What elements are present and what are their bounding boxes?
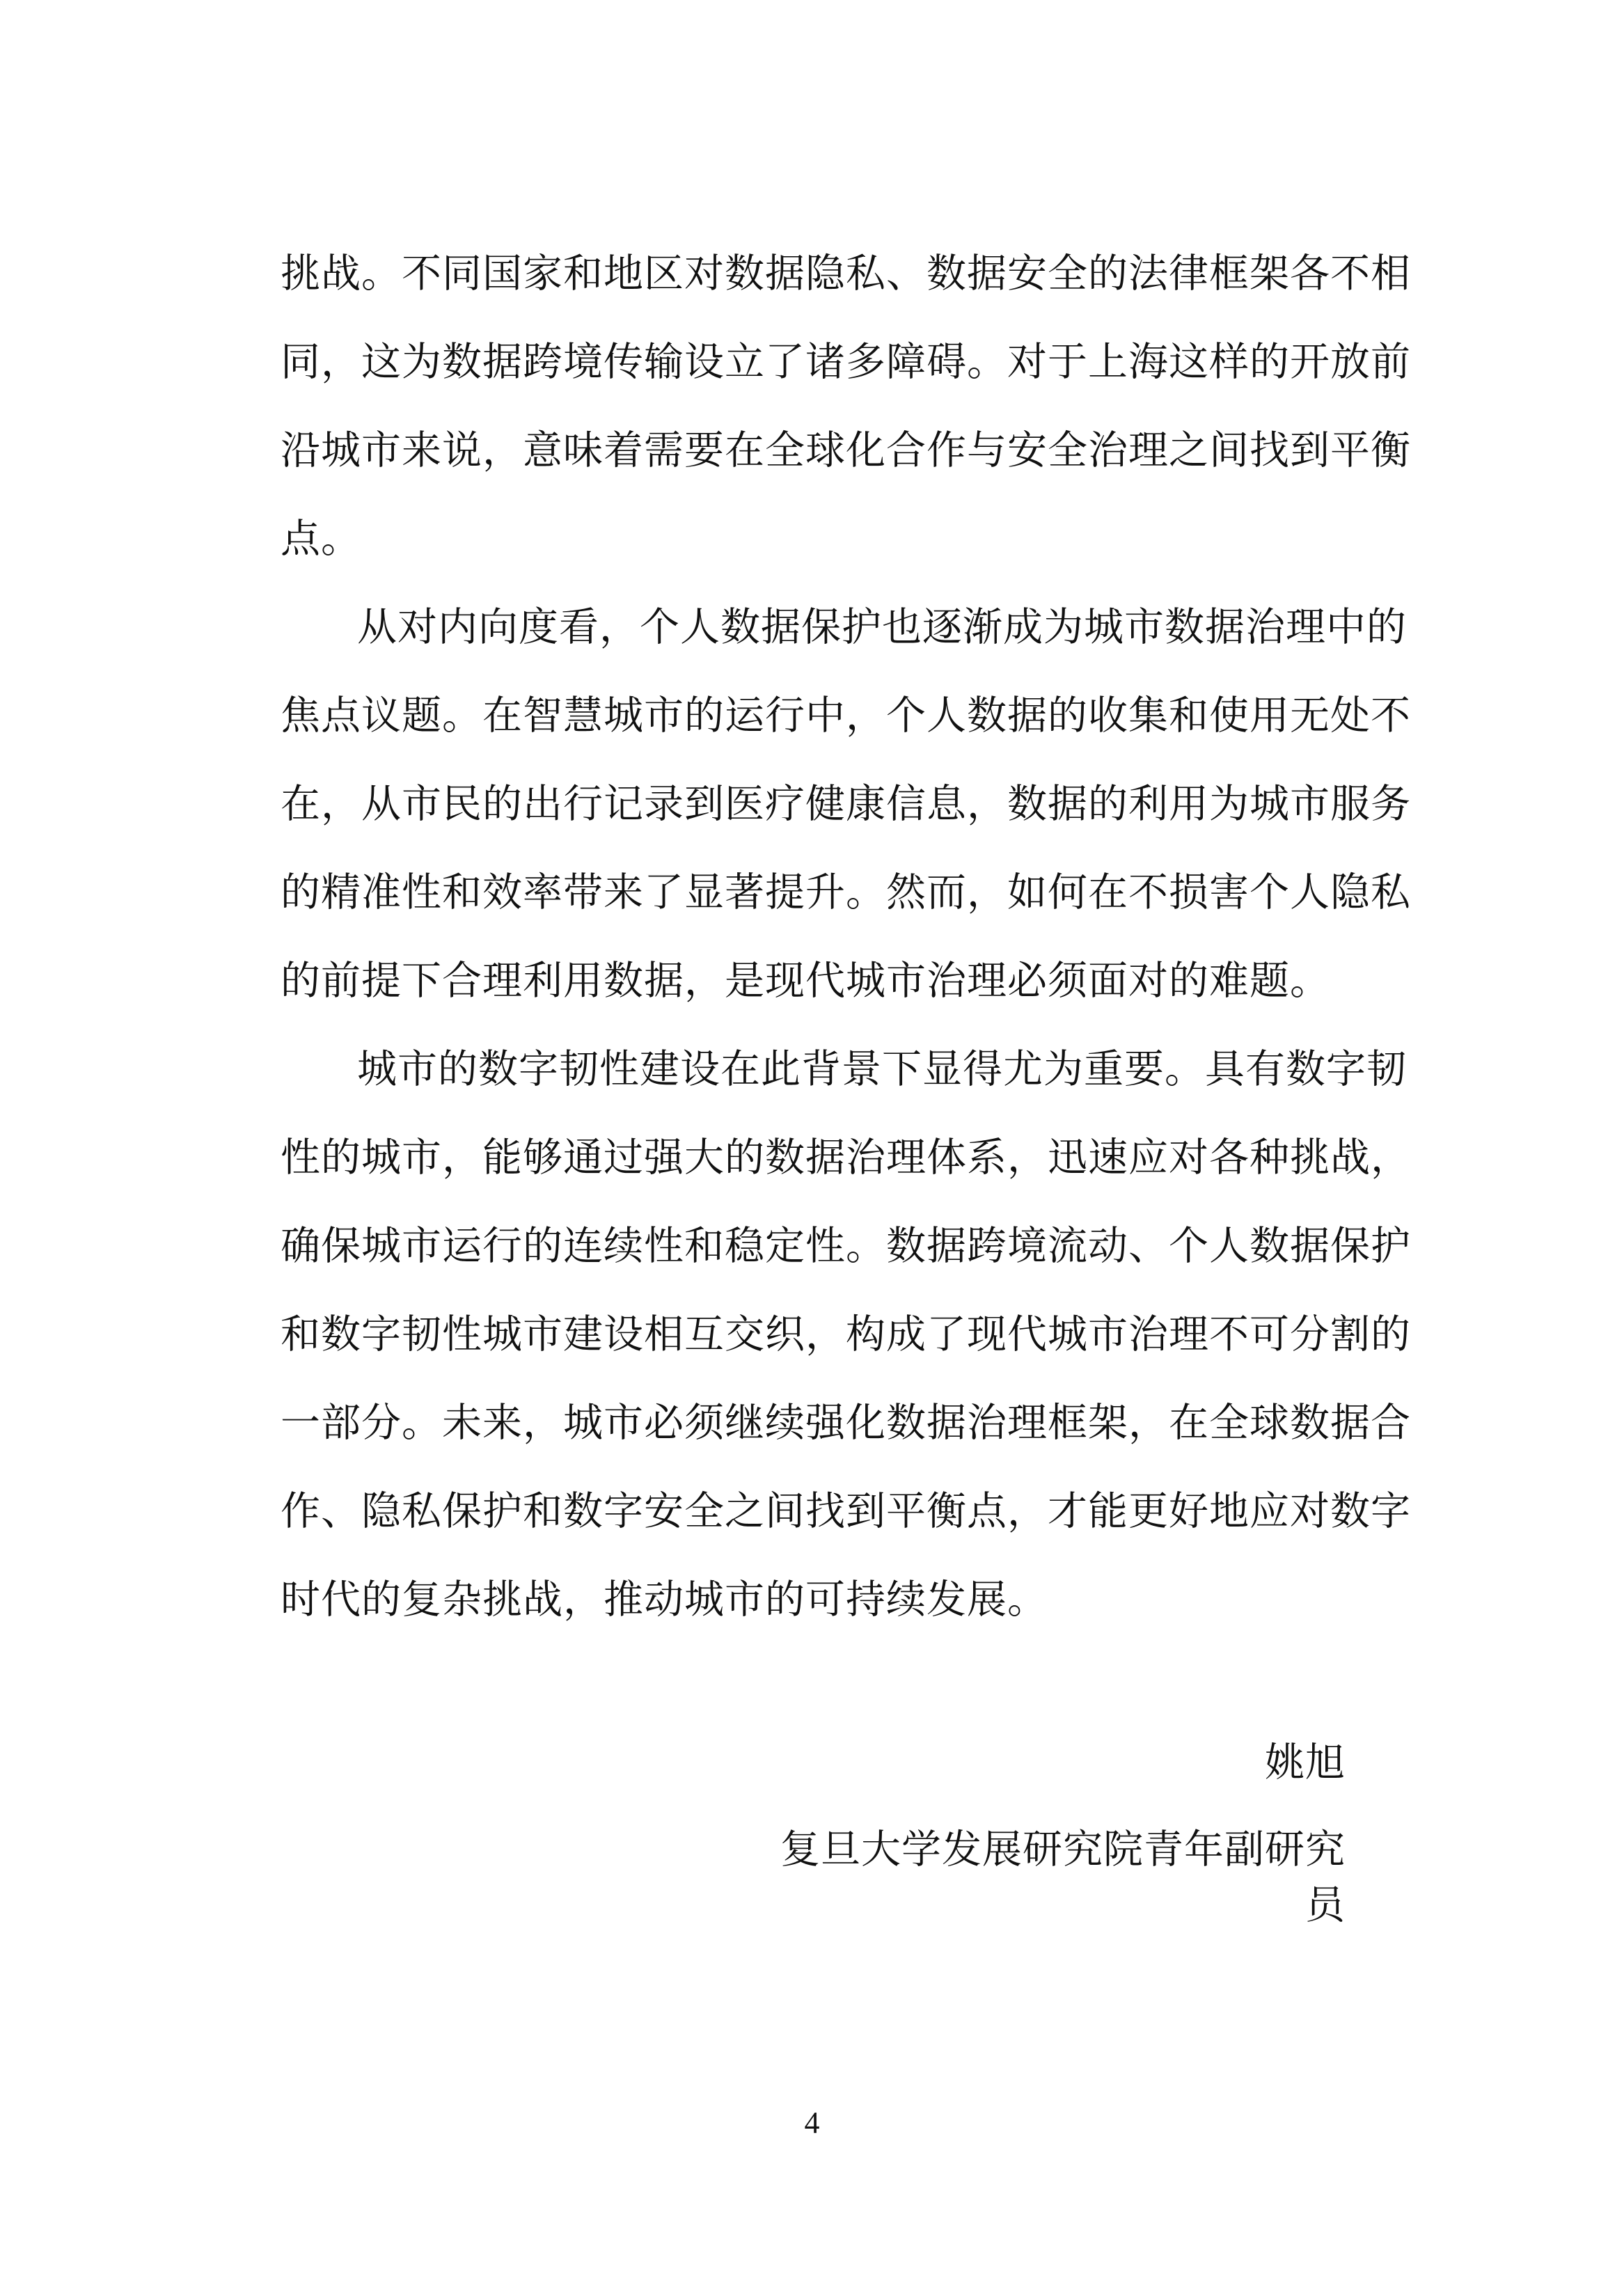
paragraph-line: 一部分。未来，城市必须继续强化数据治理框架，在全球数据合 bbox=[281, 1400, 1411, 1446]
paragraph-line: 性的城市，能够通过强大的数据治理体系，迅速应对各种挑战， bbox=[281, 1135, 1411, 1181]
author-name: 姚旭 bbox=[1265, 1740, 1346, 1785]
paragraph-line: 和数字韧性城市建设相互交织，构成了现代城市治理不可分割的 bbox=[281, 1311, 1411, 1357]
paragraph-line: 点。 bbox=[281, 516, 361, 562]
paragraph-line: 挑战。不同国家和地区对数据隐私、数据安全的法律框架各不相 bbox=[281, 251, 1411, 297]
article-body bbox=[281, 230, 1411, 1644]
paragraph-line: 在，从市民的出行记录到医疗健康信息，数据的利用为城市服务 bbox=[281, 781, 1411, 827]
paragraph-line: 沿城市来说，意味着需要在全球化合作与安全治理之间找到平衡 bbox=[281, 427, 1411, 473]
paragraph-line: 时代的复杂挑战，推动城市的可持续发展。 bbox=[281, 1577, 1048, 1623]
paragraph-line: 城市的数字韧性建设在此背景下显得尤为重要。具有数字韧 bbox=[357, 1046, 1407, 1092]
paragraph-line: 确保城市运行的连续性和稳定性。数据跨境流动、个人数据保护 bbox=[281, 1223, 1411, 1269]
page-number: 4 bbox=[804, 2106, 820, 2140]
paragraph-line: 作、隐私保护和数字安全之间找到平衡点，才能更好地应对数字 bbox=[281, 1488, 1411, 1534]
paragraph-line: 的前提下合理利用数据，是现代城市治理必须面对的难题。 bbox=[281, 958, 1330, 1004]
paragraph-line: 同，这为数据跨境传输设立了诸多障碍。对于上海这样的开放前 bbox=[281, 339, 1411, 385]
author-title: 复旦大学发展研究院青年副研究员 bbox=[780, 1827, 1346, 1928]
paragraph-line: 的精准性和效率带来了显著提升。然而，如何在不损害个人隐私 bbox=[281, 869, 1411, 915]
paragraph-line: 从对内向度看，个人数据保护也逐渐成为城市数据治理中的 bbox=[357, 604, 1407, 650]
paragraph-line: 焦点议题。在智慧城市的运行中，个人数据的收集和使用无处不 bbox=[281, 693, 1411, 739]
